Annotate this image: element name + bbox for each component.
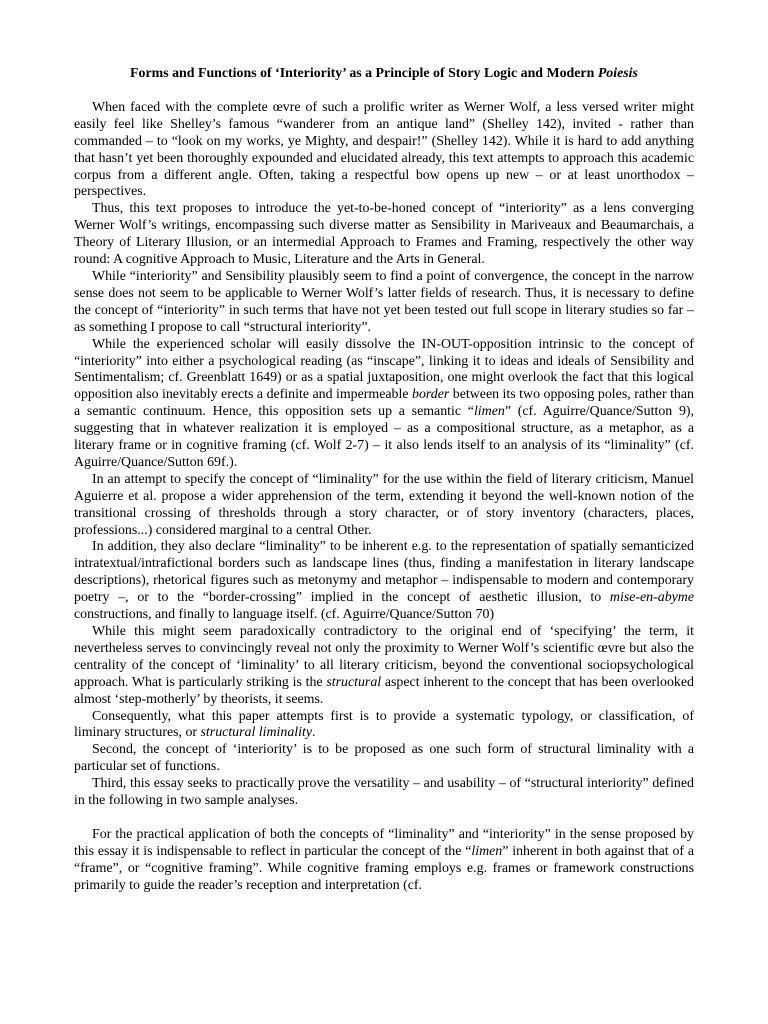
document-page [74,66,694,895]
paragraph: In an attempt to specify the concept of “liminality” for the use within the field of literary criticism, Manuel Aguierre et al. propose a wider apprehension of the term, extending it beyond the well-known notion of the transitional crossing of thresholds through a story character, or of story inventory (characters, places, professions...) considered marginal to a central Other. [74,471,694,538]
paragraph: Thus, this text proposes to introduce the yet-to-be-honed concept of “interiority” as a lens converging Werner Wolf’s writings, encompassing such diverse matter as Sensibility in Mariveaux and Beaumarchais, a Theory of Literary Illusion, or an intermedial Approach to Frames and Framing, respectively the other way round: A cognitive Approach to Music, Literature and the Arts in General. [74,201,694,268]
paragraph: For the practical application of both the concepts of “liminality” and “interiority” in the sense proposed by this essay it is indispensable to reflect in particular the concept of the “limen” inherent in both against that of a “frame”, or “cognitive framing”. While cognitive framing employs e.g. frames or framework constructions primarily to guide the reader’s reception and interpretation (cf. [74,826,694,893]
paragraph: While this might seem paradoxically contradictory to the original end of ‘specifying’ the term, it nevertheless serves to convincingly reveal not only the proximity to Werner Wolf’s scientific œvre but also the centrality of the concept of ‘liminality’ to all literary criticism, beyond the conventional sociopsychological approach. What is particularly striking is the structural aspect inherent to the concept that has been overlooked almost ‘step-motherly’ by theorists, it seems. [74,624,694,707]
paragraph: In addition, they also declare “liminality” to be inherent e.g. to the representation of spatially semanticized intratextual/intrafictional borders such as landscape lines (thus, finding a manifestation in literary landscape descriptions), rhetorical figures such as metonymy and metaphor – indispensable to modern and contemporary poetry –, or to the “border-crossing” implied in the concept of aesthetic illusion, to mise-en-abyme constructions, and finally to language itself. (cf. Aguirre/Quance/Sutton 70) [74,539,694,623]
paragraph: Third, this essay seeks to practically prove the versatility – and usability – of “structural interiority” defined in the following in two sample analyses. [74,776,694,809]
paragraph: Second, the concept of ‘interiority’ is to be proposed as one such form of structural liminality with a particular set of functions. [74,742,694,775]
document-title: Forms and Functions of ‘Interiority’ as a Principle of Story Logic and Modern Poiesis [130,66,638,81]
paragraph: When faced with the complete œvre of such a prolific writer as Werner Wolf, a less versed writer might easily feel like Shelley’s famous “wanderer from an antique land” (Shelley 142), invited - rather than commanded – to “look on my works, ye Mighty, and despair!” (Shelley 142). While it is hard to add anything that hasn’t yet been thoroughly expounded and elucidated already, this text attempts to approach this academic corpus from a different angle. Often, taking a respectful bow opens up new – or at least unorthodox – perspectives. [74,99,694,200]
paragraph: While “interiority” and Sensibility plausibly seem to find a point of convergence, the concept in the narrow sense does not seem to be applicable to Werner Wolf’s latter fields of research. Thus, it is necessary to define the concept of “interiority” in such terms that have not yet been tested out full scope in literary studies so far – as something I propose to call “structural interiority”. [74,268,694,335]
paragraph: While the experienced scholar will easily dissolve the IN-OUT-opposition intrinsic to the concept of “interiority” into either a psychological reading (as “inscape”, linking it to ideas and ideals of Sensibility and Sentimentalism; cf. Greenblatt 1649) or as a spatial juxtaposition, one might overlook the fact that this logical opposition also inevitably erects a definite and impermeable border between its two opposing poles, rather than a semantic continuum. Hence, this opposition sets up a semantic “limen” (cf. Aguirre/Quance/Sutton 9), suggesting that in whatever realization it is employed – as a compositional structure, as a metaphor, as a literary frame or in cognitive framing (cf. Wolf 2-7) – it also lends itself to an analysis of its “liminality” (cf. Aguirre/Quance/Sutton 69f.). [74,336,694,470]
paragraph: Consequently, what this paper attempts first is to provide a systematic typology, or classification, of liminary structures, or structural liminality. [74,708,694,741]
document-body [74,100,694,895]
